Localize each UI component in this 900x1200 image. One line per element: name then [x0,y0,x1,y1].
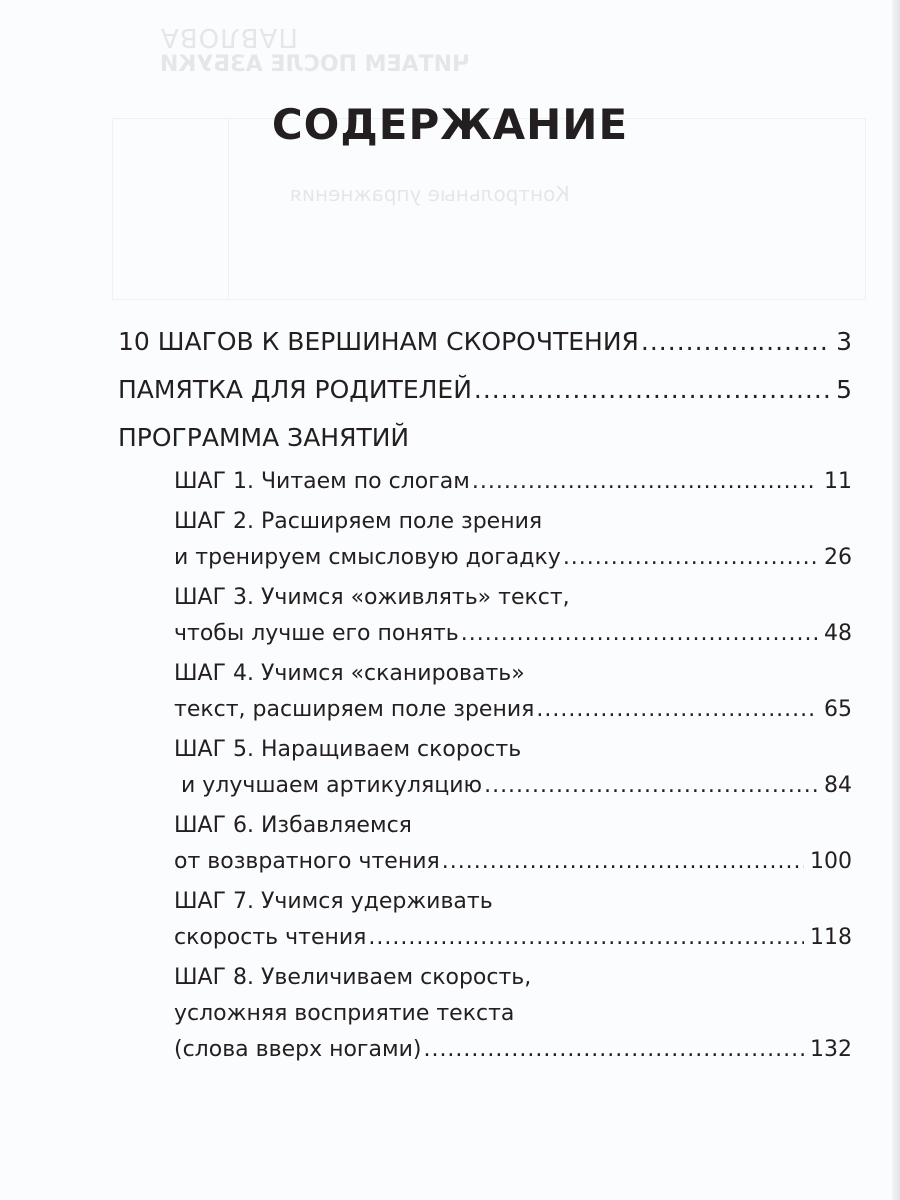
toc-leader-dots [368,920,804,956]
toc-entry-step-1[interactable] [174,464,852,500]
toc-page-number: 100 [810,849,852,874]
toc-entry-title: ШАГ 1. Читаем по слогам [174,469,470,494]
toc-entry-step-7[interactable] [174,884,852,956]
toc-leader-dots [536,692,818,728]
toc-entry-title-cont: скорость чтения [174,925,367,950]
toc-leader-dots [423,1032,804,1068]
toc-entry-title-cont: текст, расширяем поле зрения [174,697,535,722]
toc-entry-title: 10 ШАГОВ К ВЕРШИНАМ СКОРОЧТЕНИЯ [118,327,639,356]
toc-leader-dots [472,464,818,500]
toc-entry-step-4[interactable] [174,656,852,728]
toc-entry-title-cont: усложняя восприятие текста [174,1001,515,1026]
table-of-contents [118,320,852,1072]
toc-entry-step-6[interactable] [174,808,852,880]
toc-page-number: 132 [810,1037,852,1062]
toc-entry-title: ПАМЯТКА ДЛЯ РОДИТЕЛЕЙ [118,375,472,404]
toc-leader-dots [474,368,830,412]
page-title: СОДЕРЖАНИЕ [271,100,629,149]
toc-entry-title: ШАГ 2. Расширяем поле зрения [174,509,543,534]
toc-entry-step-8[interactable] [174,960,852,1068]
toc-section-title: ПРОГРАММА ЗАНЯТИЙ [118,423,410,452]
toc-entry-title-cont: и улучшаем артикуляцию [174,773,483,798]
toc-entry-title: ШАГ 4. Учимся «сканировать» [174,661,525,686]
toc-entry-title: ШАГ 3. Учимся «оживлять» текст, [174,585,570,610]
toc-page-number: 48 [824,621,852,646]
bleed-through-author: ПАВЛОВА [160,22,298,52]
toc-entry-title: ШАГ 6. Избавляемся [174,813,412,838]
toc-entry-step-5[interactable] [174,732,852,804]
toc-entry-title-cont: (слова вверх ногами) [174,1037,422,1062]
toc-section-program [118,416,852,460]
toc-leader-dots [461,616,818,652]
bleed-through-label: Контрольные упражнения [290,182,570,206]
toc-leader-dots [563,540,818,576]
toc-page-number: 84 [824,773,852,798]
toc-page-number: 3 [836,327,852,356]
toc-entry-step-3[interactable] [174,580,852,652]
toc-entry-title: ШАГ 8. Увеличиваем скорость, [174,965,532,990]
toc-entry-title: ШАГ 7. Учимся удерживать [174,889,493,914]
toc-entry-title-cont: чтобы лучше его понять [174,621,459,646]
toc-entry-title-cont: от возвратного чтения [174,849,440,874]
toc-page-number: 5 [836,375,852,404]
toc-leader-dots [641,320,830,364]
toc-entry-10-steps[interactable] [118,320,852,364]
toc-page-number: 26 [824,545,852,570]
toc-entry-step-2[interactable] [174,504,852,576]
toc-page-number: 118 [810,925,852,950]
toc-entry-title-cont: и тренируем смысловую догадку [174,545,561,570]
toc-leader-dots [484,768,818,804]
page-edge-shadow [892,0,900,1200]
toc-entry-title: ШАГ 5. Наращиваем скорость [174,737,522,762]
toc-entry-parents-memo[interactable] [118,368,852,412]
toc-page-number: 65 [824,697,852,722]
toc-leader-dots [442,844,804,880]
bleed-through-book-title: ЧИТАЕМ ПОСЛЕ АЗБУКИ [160,52,470,77]
toc-page-number: 11 [824,469,852,494]
